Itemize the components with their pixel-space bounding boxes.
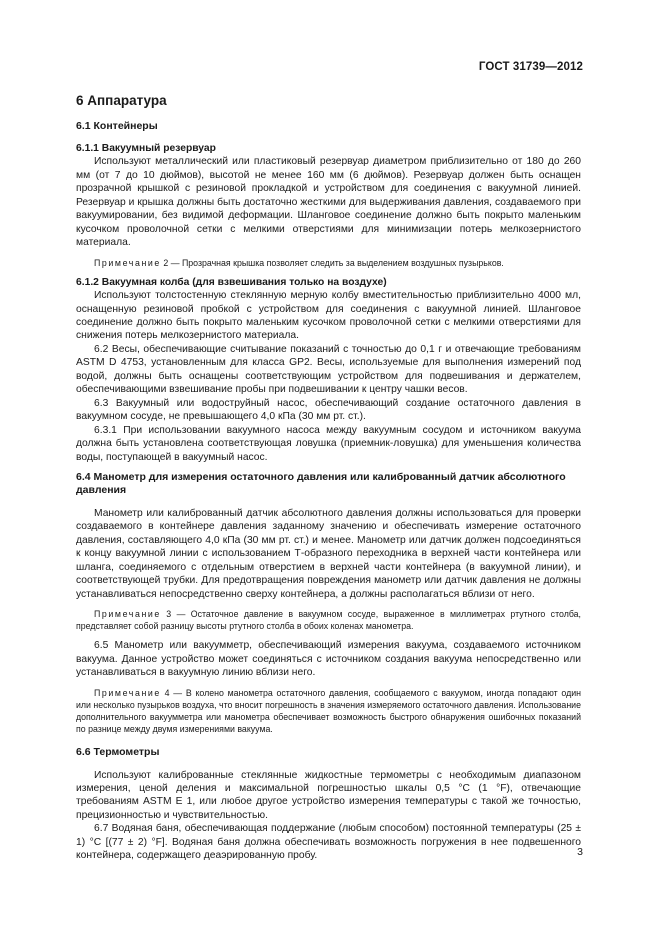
page-number: 3 [577,846,583,858]
note-4-text: 4 — В колено манометра остаточного давления, сообщаемого с вакуумом, иногда попадают один или несколько пузырьков воздуха, что вносит погрешность в значения измеряемого остаточного давления. Использование дополнительного вакуумметра или манометра обеспечивает возможность быстрого обнаружения ошибочных показаний по разнице между двумя измерениями вакуума. [76,687,581,734]
section-6-1-1-text: Используют металлический или пластиковый резервуар диаметром приблизительно от 180 до 260 мм (от 7 до 10 дюймов), высотой не менее 160 мм (6 дюймов). Резервуар должен быть оснащен прозрачной крышкой с резиновой прокладкой и устройством для соединения с вакуумной линией. Резервуар и крышка должны быть достаточно жесткими для выдерживания давления, создаваемого при вакуумировании, без видимой деформации. Шланговое соединение должно быть покрыто маленьким кусочком проволочной сетки с мелкими отверстиями для минимизации потерь мелкозернистого материала. [76,156,581,249]
section-6-1-2-text: Используют толстостенную стеклянную мерную колбу вместительностью приблизительно 4000 мл, оснащенную резиновой пробкой с устройством для соединения с вакуумной линией. Шланговое соединение должно быть покрыто маленьким кусочком проволочной сетки с мелкими отверстиями для снижения потерь мелкозернистого материала. [76,290,581,342]
paragraph-6-5: 6.5 Манометр или вакуумметр, обеспечивающий измерения вакуума, создаваемого источником вакуума. Данное устройство может соединяться с источником создания вакуума непосредственно или устанавливаться в вакуумную линию вблизи него. [76,640,581,679]
paragraph-6-7: 6.7 Водяная баня, обеспечивающая поддержание (любым способом) постоянной температуры (25 ± 1) °С [(77 ± 2) °F]. Водяная баня должна обеспечивать возможность погружения в нее подвешенного контейнера, содержащего деаэрированную пробу. [76,823,581,862]
note-2-text: 2 — Прозрачная крышка позволяет следить за выделением воздушных пузырьков. [160,257,504,268]
paragraph-6-3: 6.3 Вакуумный или водоструйный насос, обеспечивающий создание остаточного давления в вакуумном сосуде, не превышающего 4,0 кПа (30 мм рт. ст.). [76,397,581,423]
section-6-1-1-title: 6.1.1 Вакуумный резервуар [76,143,216,154]
paragraph-6-2: 6.2 Весы, обеспечивающие считывание показаний с точностью до 0,1 г и отвечающие требованиям ASTM D 4753, установленным для класса GP2. Весы, используемые для выполнения измерений под водой, должны быть оснащены соответствующим устройством для подвешивания и держателем, обеспечивающими взвешивание пробы при подвешивании к центру чашки весов. [76,343,581,396]
section-6-4-text: Манометр или калиброванный датчик абсолютного давления должны использоваться для проверки создаваемого в контейнере давления заданному значению и обеспечивать измерение остаточного давления, составляющего 4,0 кПа (30 мм рт. ст.) и менее. Манометр или датчик должен подсоединяться к концу вакуумной линии с использованием Т-образного переходника в верхней части контейнера или шланга, соединяемого с отдельным отверстием в верхней части контейнера (в вакуумной линии), и соответствующей трубки. Для предотвращения повреждения манометр или датчик давления не должны устанавливаться непосредственно сверху контейнера, а должны располагаться вблизи от него. [76,507,581,600]
section-6-6-title: 6.6 Термометры [76,745,160,758]
note-4-label: Примечание [94,687,161,698]
section-6-1-title: 6.1 Контейнеры [76,120,158,132]
section-6-1-2-title: 6.1.2 Вакуумная колба (для взвешивания только на воздухе) [76,276,387,288]
note-4 [76,687,581,735]
paragraph-6-3-1: 6.3.1 При использовании вакуумного насоса между вакуумным сосудом и источником вакуума должна быть установлена соответствующая ловушка (приемник-ловушка) для уменьшения количества воды, поступающей в вакуумный насос. [76,424,581,463]
section-6-title: 6 Аппаратура [76,93,167,108]
section-6-4-title: 6.4 Манометр для измерения остаточного давления или калиброванный датчик абсолютного давления [76,470,566,496]
note-2 [76,257,581,269]
section-6-6-text: Используют калиброванные стеклянные жидкостные термометры с необходимым диапазоном измерения, ценой деления и максимальной погрешностью шкалы 0,5 °С (1 °F), отвечающие требованиям ASTM E 1, или любое другое устройство измерения температуры с такой же точностью, прецизионностью и чувствительностью. [76,769,581,821]
note-2-label: Примечание [94,257,161,268]
note-3-label: Примечание [94,609,161,620]
spacer [76,464,581,471]
standard-header: ГОСТ 31739—2012 [478,61,583,73]
note-3-text: 3 — Остаточное давление в вакуумном сосуде, выраженное в миллиметрах ртутного столба, представляет собой разницу высоты ртутного столба в обоих коленах манометра. [76,609,581,632]
note-3 [76,608,581,632]
document-body [76,92,581,863]
